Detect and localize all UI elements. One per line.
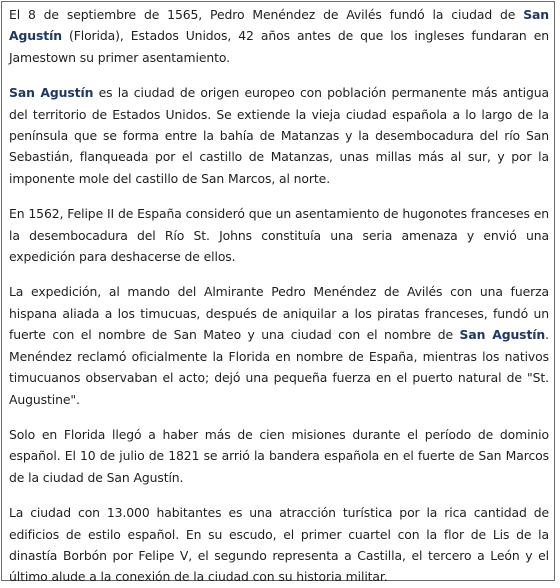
paragraph-huguenots [9,203,549,267]
paragraph-missions [9,424,549,488]
text-segment: . Menéndez reclamó oficialmente la Florida en nombre de España, mientras los nativos timucuanos observaban el acto; dejó una pequeña fuerza en el puerto natural de "St. Augustine". [9,327,549,407]
highlight-san-agustin: San Agustín [9,7,549,44]
text-segment: El 8 de septiembre de 1565, Pedro Menéndez de Avilés fundó la ciudad de [9,7,524,22]
highlight-san-agustin: San Agustín [459,327,546,343]
highlight-san-agustin: San Agustín [9,85,94,101]
text-segment: Solo en Florida llegó a haber más de cien misiones durante el período de dominio español. El 10 de julio de 1821 se arrió la bandera española en el fuerte de San Marcos de la ciudad de San Agustín. [9,426,549,485]
text-segment: La expedición, al mando del Almirante Pedro Menéndez de Avilés con una fuerza hispana aliada a los timucuas, después de aniquilar a los piratas franceses, fundó un fuerte con el nombre de San Mateo y una ciudad con el nombre de [9,284,549,343]
text-segment: La ciudad con 13.000 habitantes es una atracción turística por la rica cantidad de edificios de estilo español. En su escudo, el primer cuartel con la flor de Lis de la dinastía Borbón por Felipe V, el segundo representa a Castilla, el tercero a León y el último alude a la conexión de la ciudad con su historia militar. [9,505,549,585]
document-text-box [1,1,555,585]
paragraph-coat-of-arms [9,502,549,588]
paragraph-founding [9,4,549,68]
text-segment: En 1562, Felipe II de España consideró que un asentamiento de hugonotes franceses en la desembocadura del Río St. Johns constituía una seria amenaza y envió una expedición para deshacerse de ellos. [9,206,549,265]
paragraph-oldest-city [9,82,549,189]
text-segment: es la ciudad de origen europeo con población permanente más antigua del territorio de Estados Unidos. Se extiende la vieja ciudad española a lo largo de la península que se forma entre la bahía de Matanzas y la desembocadura del río San Sebastián, flanqueada por el castillo de Matanzas, unas millas más al sur, y por la imponente mole del castillo de San Marcos, al norte. [9,85,550,186]
paragraph-expedition [9,281,549,409]
text-segment: (Florida), Estados Unidos, 42 años antes de que los ingleses fundaran en Jamestown su primer asentamiento. [9,28,549,65]
